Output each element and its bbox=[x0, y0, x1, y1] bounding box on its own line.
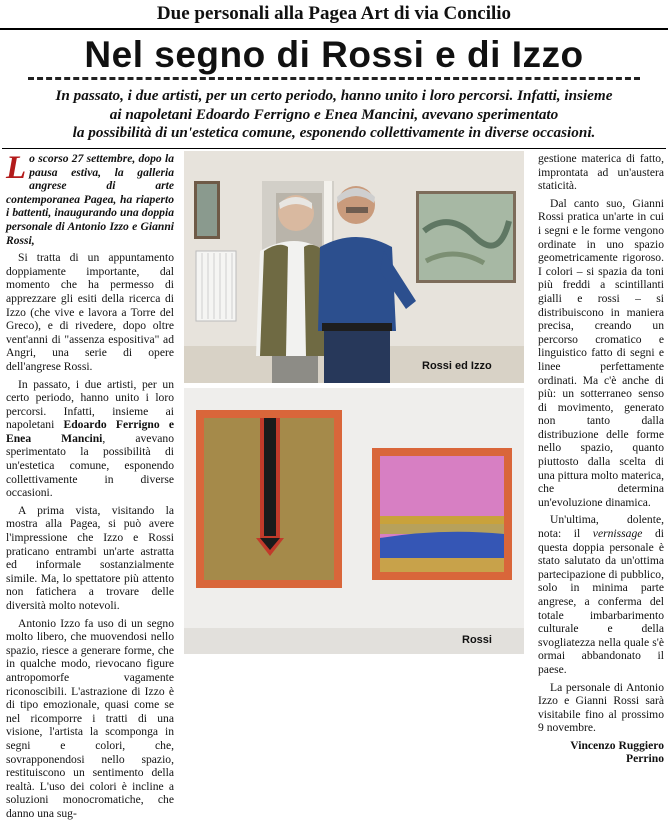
paragraph bbox=[6, 378, 174, 500]
dashed-divider bbox=[28, 77, 640, 80]
deck-line: la possibilità di un'estetica comune, esponendo collettivamente in diverse occasioni. bbox=[72, 124, 596, 141]
drop-cap: L bbox=[6, 150, 27, 186]
intro-text: o scorso 27 settembre, dopo la pausa estiva, la galleria angrese di arte contemporanea Pagea, ha riaperto i battenti, inaugurando una doppia personale di Antonio Izzo e Gianni Rossi, bbox=[6, 152, 174, 247]
paragraph bbox=[538, 513, 664, 676]
paragraph-text: In passato, i due artisti, per un certo periodo, hanno unito i loro percorsi. Infatti, insieme ai napoletani bbox=[6, 377, 174, 432]
paragraph: La personale di Antonio Izzo e Gianni Rossi sarà visitabile fino al prossimo 9 novembre. bbox=[538, 680, 664, 735]
deck-line: In passato, i due artisti, per un certo periodo, hanno unito i loro percorsi. Infatti, insieme bbox=[55, 87, 613, 104]
section-rule bbox=[2, 148, 666, 149]
vernissage-word: vernissage bbox=[592, 527, 643, 541]
author-name-line: Perrino bbox=[626, 751, 664, 765]
artist-names: Edoardo Ferrigno e Enea Mancini bbox=[6, 418, 175, 445]
article-intro bbox=[6, 152, 174, 247]
photo-caption: Rossi bbox=[462, 634, 492, 646]
paragraph: Si tratta di un appuntamento doppiamente importante, dal momento che ha permesso di apprezzare gli esiti della ricerca di Izzo (che vive e lavora a Torre del Greco), e di rivedere, dopo oltre vent'anni di "assenza espositiva" ad Angri, una serie di opere dell'angrese Rossi. bbox=[6, 251, 174, 373]
paragraph-text: Un'ultima, dolente, nota: il bbox=[538, 513, 664, 541]
paragraph-text: , avevano sperimentato la possibilità di un'estetica comune, esponendo collettivamente in diverse occasioni. bbox=[6, 431, 174, 500]
author-name-line: Vincenzo Ruggiero bbox=[570, 738, 664, 752]
paragraph: A prima vista, visitando la mostra alla Pagea, si può avere l'impressione che Izzo e Rossi praticano entrambi un'arte astratta ed informale sostanzialmente simile. Ma, lo spettatore più attento non fatichera a trovare delle diversità molto notevoli. bbox=[6, 503, 174, 612]
paintings-illustration bbox=[184, 388, 524, 654]
photo-caption: Rossi ed Izzo bbox=[422, 360, 492, 372]
paragraph-text: di questa doppia personale è stato salutato da un'ottima partecipazione di pubblico, solo in minima parte angrese, a conferma del totale imbarbarimento culturale e della svogliatezza nella quale s'è ormai abbandonato il paese. bbox=[538, 527, 664, 676]
paragraph: gestione materica di fatto, improntata ad un'austera staticità. bbox=[538, 152, 664, 193]
photo-illustration bbox=[184, 151, 524, 383]
main-headline: Nel segno di Rossi e di Izzo bbox=[84, 34, 584, 75]
deck-summary bbox=[10, 87, 658, 143]
article-column-right bbox=[538, 152, 664, 765]
kicker-headline: Due personali alla Pagea Art di via Concilio bbox=[0, 0, 668, 30]
paragraph: Dal canto suo, Gianni Rossi pratica un'arte in cui i segni e le forme vengono ordinate in uno spazio geometricamente rigoroso. I colori – si spazia da toni più freddi a scintillanti gialli e rossi – si distribuiscono in maniera precisa, creando un percorso cromatico e linguistico fatto di segni e linee perfettamente ordinati. Ma c'è anche di più: un sotterraneo senso di movimento, generato non tanto dalla distribuzione delle forme nello spazio, quanto piuttosto dalla scelta di una pittura molto materica, che determina un'evoluzione dinamica. bbox=[538, 196, 664, 509]
article-column-left bbox=[6, 150, 175, 820]
author-signature bbox=[538, 739, 664, 765]
photo-rossi-paintings bbox=[184, 388, 524, 654]
deck-line: ai napoletani Edoardo Ferrigno e Enea Mancini, avevano sperimentato bbox=[109, 105, 559, 123]
paragraph: Antonio Izzo fa uso di un segno molto libero, che muovendosi nello spazio, riesce a generare forme, che in qualche modo, rievocano figure antropomorfe vagamente riconoscibili. L'astrazione di Izzo è di tipo emozionale, quasi come se nel ricomporre i tratti di una visione, l'artista la scomponga in segni e colori, che, sovrapponendosi nello spazio, restituiscono un sentimento della realtà. L'uso dei colori è incline a soluzioni monocromatiche, che danno una sug- bbox=[6, 616, 174, 820]
photo-rossi-izzo bbox=[184, 151, 524, 383]
